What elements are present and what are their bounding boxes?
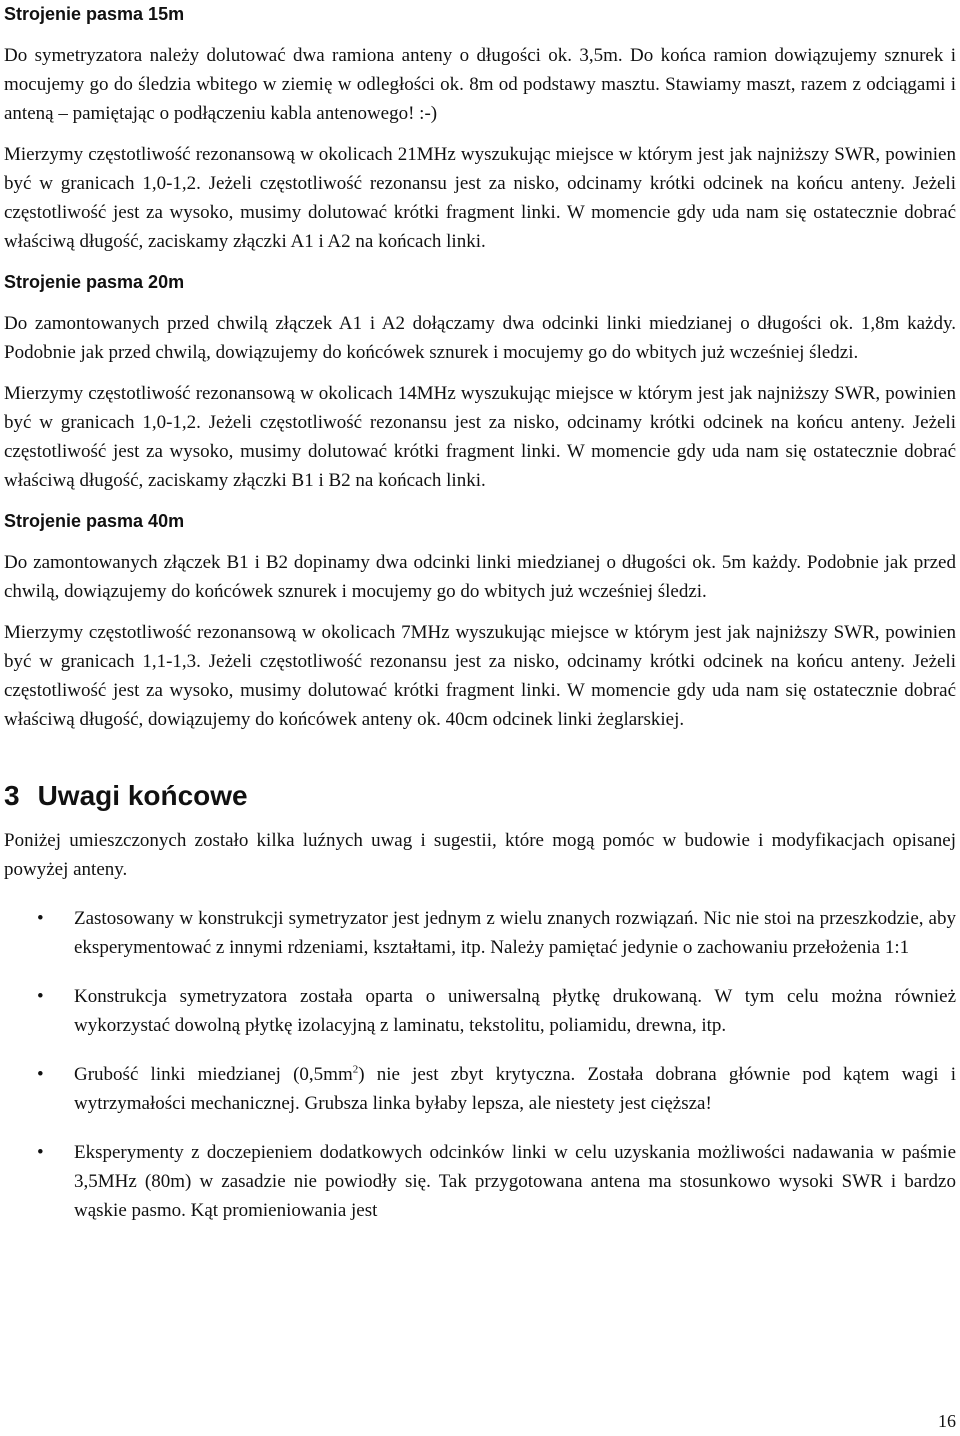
bullet-icon: • [37,986,44,1007]
bullet-icon: • [37,1064,44,1085]
paragraph-20m-tuning: Mierzymy częstotliwość rezonansową w okolicach 14MHz wyszukując miejsce w którym jest jak najniższy SWR, powinien być w granicach 1,0-1,2. Jeżeli częstotliwość rezonansu jest za nisko, odcinamy krótki odcinek na końcu anteny. Jeżeli częstotliwość jest za wysoko, musimy dolutować krótki fragment linki. W momencie gdy uda nam się ostatecznie dobrać właściwą długość, zaciskamy złączki B1 i B2 na końcach linki. [4,383,956,491]
list-item-text: Konstrukcja symetryzatora została oparta o uniwersalną płytkę drukowaną. W tym celu można również wykorzystać dowolną płytkę izolacyjną z laminatu, tekstolitu, poliamidu, drewna, itp. [74,986,956,1036]
bullet-icon: • [37,908,44,929]
list-item-text: Zastosowany w konstrukcji symetryzator jest jednym z wielu znanych rozwiązań. Nic nie stoi na przeszkodzie, aby eksperymentować z innymi rdzeniami, kształtami, itp. Należy pamiętać jedynie o zachowaniu przełożenia 1:1 [74,908,956,958]
paragraph-15m-setup: Do symetryzatora należy dolutować dwa ramiona anteny o długości ok. 3,5m. Do końca ramion dowiązujemy sznurek i mocujemy go do śledzia wbitego w ziemię w odległości ok. 8m od podstawy masztu. Stawiamy maszt, razem z odciągami i anteną – pamiętając o podłączeniu kabla antenowego! :-) [4,45,956,124]
list-item [4,904,956,962]
chapter-number: 3 [4,780,20,811]
list-item-text-before: Grubość linki miedzianej (0,5mm [74,1064,353,1085]
chapter-heading [4,778,956,814]
page-number: 16 [938,1411,956,1431]
list-item [4,1138,956,1225]
paragraph-15m-tuning: Mierzymy częstotliwość rezonansową w okolicach 21MHz wyszukując miejsce w którym jest jak najniższy SWR, powinien być w granicach 1,0-1,2. Jeżeli częstotliwość rezonansu jest za nisko, odcinamy krótki odcinek na końcu anteny. Jeżeli częstotliwość jest za wysoko, musimy dolutować krótki fragment linki. W momencie gdy uda nam się ostatecznie dobrać właściwą długość, zaciskamy złączki A1 i A2 na końcach linki. [4,144,956,252]
bullet-icon: • [37,1142,44,1163]
chapter-title: Uwagi końcowe [37,780,248,811]
document-page [4,0,956,1245]
remarks-list [4,904,956,1225]
list-item [4,1060,956,1118]
list-item [4,982,956,1040]
paragraph-20m-setup: Do zamontowanych przed chwilą złączek A1 i A2 dołączamy dwa odcinki linki miedzianej o długości ok. 1,8m każdy. Podobnie jak przed chwilą, dowiązujemy do końcówek sznurek i mocujemy go do wbitych już wcześniej śledzi. [4,313,956,363]
heading-band-40m: Strojenie pasma 40m [4,511,185,531]
list-item-text-after: ) nie jest zbyt krytyczna. Została dobrana głównie pod kątem wagi i wytrzymałości mechanicznej. Grubsza linka byłaby lepsza, ale niestety jest cięższa! [74,1064,956,1114]
superscript: 2 [352,1063,359,1076]
paragraph-40m-setup: Do zamontowanych złączek B1 i B2 dopinamy dwa odcinki linki miedzianej o długości ok. 5m każdy. Podobnie jak przed chwilą, dowiązujemy do końcówek sznurek i mocujemy go do wbitych już wcześniej śledzi. [4,552,956,602]
chapter-intro: Poniżej umieszczonych zostało kilka luźnych uwag i sugestii, które mogą pomóc w budowie i modyfikacjach opisanej powyżej anteny. [4,830,956,880]
heading-band-15m: Strojenie pasma 15m [4,4,185,24]
list-item-text: Eksperymenty z doczepieniem dodatkowych odcinków linki w celu uzyskania możliwości nadawania w paśmie 3,5MHz (80m) w zasadzie nie powiodły się. Tak przygotowana antena ma stosunkowo wysoki SWR i bardzo wąskie pasmo. Kąt promieniowania jest [74,1142,956,1221]
heading-band-20m: Strojenie pasma 20m [4,272,185,292]
paragraph-40m-tuning: Mierzymy częstotliwość rezonansową w okolicach 7MHz wyszukując miejsce w którym jest jak najniższy SWR, powinien być w granicach 1,1-1,3. Jeżeli częstotliwość rezonansu jest za nisko, odcinamy krótki odcinek na końcu anteny. Jeżeli częstotliwość jest za wysoko, musimy dolutować krótki fragment linki. W momencie gdy uda nam się ostatecznie dobrać właściwą długość, dowiązujemy do końcówek anteny ok. 40cm odcinek linki żeglarskiej. [4,622,956,730]
